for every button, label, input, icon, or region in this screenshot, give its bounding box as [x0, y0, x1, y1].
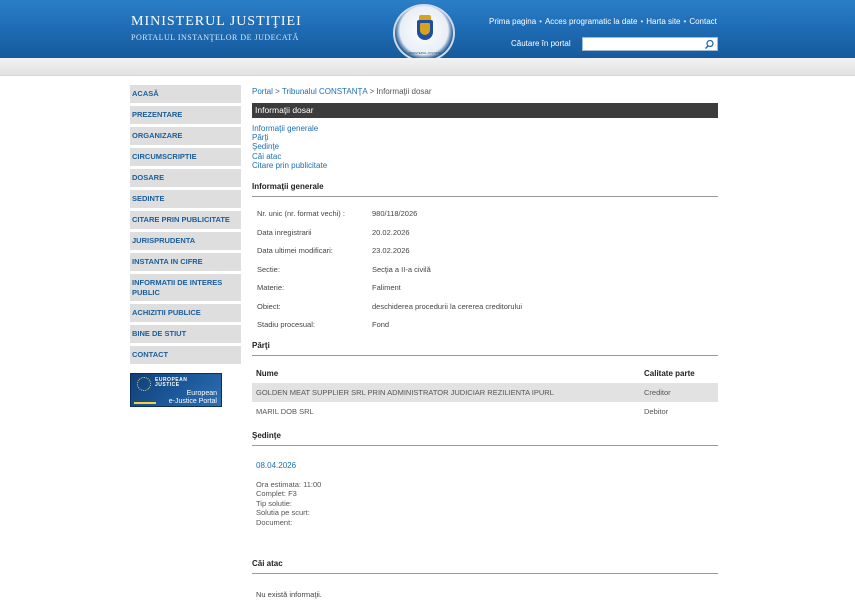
info-label: Sectie:: [257, 264, 280, 274]
sidebar-item-prezentare[interactable]: PREZENTARE: [130, 106, 241, 124]
breadcrumb-separator: >: [275, 87, 280, 96]
sidebar-item-sedinte[interactable]: SEDINTE: [130, 190, 241, 208]
info-label: Nr. unic (nr. format vechi) :: [257, 209, 345, 219]
hearing-entry: [252, 461, 718, 528]
ejustice-top-line2: JUSTICE: [155, 382, 180, 388]
section-heading-parti: Părţi: [252, 341, 718, 356]
info-value: 20.02.2026: [372, 227, 410, 237]
section-anchors: [252, 124, 718, 170]
section-heading-sedinte: Şedinţe: [252, 431, 718, 446]
info-row: [252, 205, 718, 224]
sidebar-item-acasa[interactable]: ACASĂ: [130, 85, 241, 103]
anchor-sedinte[interactable]: Şedinţe: [252, 142, 280, 152]
sidebar-item-contact[interactable]: CONTACT: [130, 346, 241, 364]
table-row: [252, 402, 718, 421]
no-info-text: Nu există informaţii.: [256, 590, 322, 600]
info-row: [252, 279, 718, 298]
anchor-cai-atac[interactable]: Căi atac: [252, 151, 282, 161]
info-value: deschiderea procedurii la cererea creditorului: [372, 301, 523, 311]
site-header: [0, 0, 855, 58]
eu-stars-icon: [137, 377, 151, 391]
section-heading-cai-atac: Căi atac: [252, 559, 718, 574]
parti-table: [252, 364, 718, 421]
hearing-time: Ora estimata: 11:00: [256, 479, 322, 489]
table-header: [252, 364, 718, 383]
sidebar-item-circumscriptie[interactable]: CIRCUMSCRIPTIE: [130, 148, 241, 166]
main-content: [252, 85, 718, 599]
info-row: [252, 242, 718, 261]
ejustice-top-text: [155, 378, 187, 388]
column-header-nume: Nume: [256, 368, 279, 378]
header-subbar: [0, 58, 855, 76]
breadcrumb: [252, 85, 718, 99]
link-prima-pagina[interactable]: Prima pagina: [489, 17, 537, 26]
info-label: Data inregistrarii: [257, 227, 312, 237]
breadcrumb-tribunal[interactable]: Tribunalul CONSTANŢA: [281, 87, 368, 96]
anchor-informatii-generale[interactable]: Informaţii generale: [252, 124, 319, 133]
column-header-calitate: Calitate parte: [644, 368, 695, 378]
crest-text: MINISTERUL JUSTIŢIEI: [408, 51, 442, 55]
hearing-details: [256, 480, 718, 528]
sidebar-item-instanta-in-cifre[interactable]: INSTANTA IN CIFRE: [130, 253, 241, 271]
sidebar-item-jurisprudenta[interactable]: JURISPRUDENTA: [130, 232, 241, 250]
search-input[interactable]: [583, 38, 701, 50]
ejustice-portal-banner[interactable]: [130, 373, 222, 407]
sidebar-item-citare[interactable]: CITARE PRIN PUBLICITATE: [130, 211, 241, 229]
info-label: Materie:: [257, 283, 285, 293]
search-box: [582, 37, 718, 51]
coat-of-arms-logo[interactable]: [393, 4, 455, 62]
search-label: Căutare în portal: [511, 39, 571, 48]
page-title: Informaţii dosar: [252, 103, 718, 118]
site-title[interactable]: MINISTERUL JUSTIŢIEI: [131, 14, 302, 29]
sidebar-item-organizare[interactable]: ORGANIZARE: [130, 127, 241, 145]
hearing-date: 08.04.2026: [256, 460, 297, 470]
anchor-parti[interactable]: Părţi: [252, 133, 269, 143]
info-row: [252, 298, 718, 317]
site-subtitle: PORTALUL INSTANŢELOR DE JUDECATĂ: [131, 33, 299, 42]
info-label: Stadiu procesual:: [257, 320, 315, 330]
ejustice-label-2: e-Justice Portal: [168, 398, 217, 405]
sidebar-nav: [130, 85, 241, 407]
scales-icon: [134, 395, 156, 404]
info-row: [252, 224, 718, 243]
party-name: GOLDEN MEAT SUPPLIER SRL PRIN ADMINISTRATOR JUDICIAR REZILIENTA IPURL: [256, 387, 554, 397]
link-acces-programatic[interactable]: Acces programatic la date: [544, 17, 638, 26]
breadcrumb-current: Informaţii dosar: [376, 87, 432, 96]
link-separator: •: [683, 17, 687, 26]
info-row: [252, 316, 718, 335]
link-separator: •: [640, 17, 644, 26]
info-value: Fond: [372, 320, 390, 330]
link-harta-site[interactable]: Harta site: [646, 17, 681, 26]
link-contact[interactable]: Contact: [689, 17, 717, 26]
info-value: 980/118/2026: [372, 209, 418, 219]
info-value: 23.02.2026: [372, 246, 410, 256]
table-row: [252, 383, 718, 402]
hearing-panel: Complet: F3: [256, 489, 297, 499]
shield-icon: [417, 20, 433, 40]
hearing-document: Document:: [256, 517, 293, 527]
party-role: Creditor: [644, 387, 671, 397]
top-links: [489, 17, 717, 26]
hearing-solution-type: Tip solutie:: [256, 498, 292, 508]
ejustice-label-1: European: [186, 390, 217, 397]
ejustice-top-line1: EUROPEAN: [155, 377, 188, 383]
info-value: Faliment: [372, 283, 401, 293]
info-value: Secţia a II-a civilă: [372, 264, 431, 274]
sidebar-item-achizitii-publice[interactable]: ACHIZITII PUBLICE: [130, 304, 241, 322]
anchor-citare[interactable]: Citare prin publicitate: [252, 160, 328, 170]
hearing-solution-summary: Solutia pe scurt:: [256, 508, 310, 518]
party-name: MARIL DOB SRL: [256, 406, 314, 416]
info-label: Data ultimei modificari:: [257, 246, 333, 256]
sidebar-item-bine-de-stiut[interactable]: BINE DE STIUT: [130, 325, 241, 343]
breadcrumb-portal[interactable]: Portal: [252, 87, 273, 96]
breadcrumb-separator: >: [369, 87, 375, 96]
link-separator: •: [539, 17, 542, 26]
info-label: Obiect:: [257, 301, 281, 311]
search-icon[interactable]: [704, 39, 715, 50]
sidebar-item-dosare[interactable]: DOSARE: [130, 169, 241, 187]
info-row: [252, 261, 718, 280]
section-heading-general: Informaţii generale: [252, 182, 718, 197]
sidebar-item-informatii-interes-public[interactable]: INFORMATII DE INTERES PUBLIC: [130, 274, 241, 301]
party-role: Debitor: [644, 406, 669, 416]
general-info-table: [252, 205, 718, 335]
